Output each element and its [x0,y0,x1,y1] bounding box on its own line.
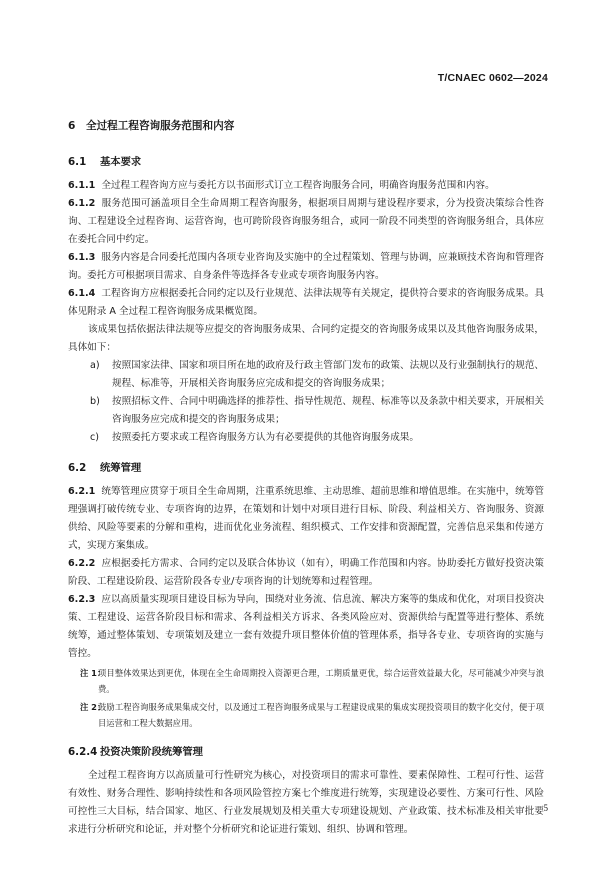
subsection-number: 6.2 [68,462,87,474]
clause-text: 应以高质量实现项目建设目标为导向，围绕对业务流、信息流、解决方案等的集成和优化，对项目投资决策、工程建设、运营各阶段目标和需求、各利益相关方诉求、各类风险应对、资源供给与配置等进行整体、系统统筹，通过整体策划、专项策划及建立一套有效提升项目整体价值的管理体系，指导各专业、专项咨询的实施与管控。 [68,594,544,659]
clause-text: 服务内容是合同委托范围内各项专业咨询及实施中的全过程策划、管理与协调，应兼顾技术咨询和管理咨询。委托方可根据项目需求、自身条件等选择各专业或专项咨询服务内容。 [68,252,544,281]
clause-number: 6.1.3 [68,252,96,263]
subsection-number: 6.2.4 [68,746,98,758]
page-content [68,118,544,839]
subsection-title: 统筹管理 [100,462,142,474]
section-heading [68,118,544,133]
clause-number: 6.1.2 [68,198,96,209]
list-marker: c) [90,432,100,443]
list-item [68,357,544,393]
list-item-text: 按照国家法律、国家和项目所在地的政府及行政主管部门发布的政策、法规以及行业强制执行的规范、规程、标准等，开展相关咨询服务应完成和提交的咨询服务成果； [112,360,544,389]
clause-text: 应根据委托方需求、合同约定以及联合体协议（如有），明确工作范围和内容。协助委托方做好投资决策阶段、工程建设阶段、运营阶段各专业/专项咨询的计划统筹和过程管理。 [68,558,544,587]
note-text: 鼓励工程咨询服务成果集成交付，以及通过工程咨询服务成果与工程建设成果的集成实现投资项目的数字化交付，便于项目运营和工程大数据应用。 [98,702,544,728]
list-item [68,429,544,447]
clause-number: 6.2.3 [68,594,96,605]
list-marker: b) [90,396,100,407]
document-code: T/CNAEC 0602—2024 [437,72,548,84]
clause-text: 服务范围可涵盖项目全生命周期工程咨询服务，根据项目周期与建设程序要求，分为投资决策综合性咨询、工程建设全过程咨询、运营咨询，也可跨阶段咨询服务组合，或同一阶段不同类型的咨询服务组合，具体应在委托合同中约定。 [68,198,544,245]
clause-6-1-3 [68,249,544,285]
clause-6-2-3 [68,591,544,663]
clause-6-1-1 [68,177,544,195]
page-number: 5 [543,803,548,813]
clause-6-1-2 [68,195,544,249]
subsection-heading-6-2 [68,459,544,474]
section-title: 全过程工程咨询服务范围和内容 [86,120,235,132]
section-number: 6 [68,120,76,132]
deliverables-list [68,357,544,447]
clause-text: 全过程工程咨询方应与委托方以书面形式订立工程咨询服务合同，明确咨询服务范围和内容。 [101,180,495,191]
clause-text: 统筹管理应贯穿于项目全生命周期，注重系统思维、主动思维、超前思维和增值思维。在实施中，统筹管理强调打破传统专业、专项咨询的边界，在策划和计划中对项目进行目标、阶段、利益相关方、咨询服务、资源供给、风险等要素的分解和重构，进而优化业务流程、组织模式、工作安排和资源配置，完善信息采集和传递方式，实现方案集成。 [68,486,544,551]
clause-6-2-1 [68,483,544,555]
list-item [68,393,544,429]
subsection-title: 基本要求 [100,156,142,168]
clause-6-1-4 [68,285,544,321]
subsection-heading-6-2-4 [68,743,544,758]
note-1 [68,665,544,697]
clause-number: 6.1.1 [68,180,96,191]
subsection-heading-6-1 [68,153,544,168]
note-label: 注 2： [80,702,106,712]
list-marker: a) [90,360,100,371]
subsection-number: 6.1 [68,156,87,168]
clause-6-2-2 [68,555,544,591]
list-item-text: 按照招标文件、合同中明确选择的推荐性、指导性规范、规程、标准等以及条款中相关要求，开展相关咨询服务应完成和提交的咨询服务成果； [112,396,544,425]
note-2 [68,699,544,731]
clause-6-2-4-text: 全过程工程咨询方以高质量可行性研究为核心，对投资项目的需求可靠性、要素保障性、工程可行性、运营有效性、财务合理性、影响持续性和各项风险管控方案七个维度进行统筹，实现建设必要性、方案可行性、风险可控性三大目标，结合国家、地区、行业发展规划及相关重大专项建设规划、产业政策、技术标准及相关审批要求进行分析研究和论证，并对整个分析研究和论证进行策划、组织、协调和管理。 [68,770,544,835]
clause-6-1-4-detail: 该成果包括依据法律法规等应提交的咨询服务成果、合同约定提交的咨询服务成果以及其他咨询服务成果，具体如下： [68,324,544,353]
note-label: 注 1： [80,668,106,678]
list-item-text: 按照委托方要求或工程咨询服务方认为有必要提供的其他咨询服务成果。 [112,432,419,443]
subsection-title: 投资决策阶段统筹管理 [100,746,203,758]
clause-number: 6.2.1 [68,486,96,497]
clause-text: 工程咨询方应根据委托合同约定以及行业规范、法律法规等有关规定，提供符合要求的咨询服务成果。具体见附录 A 全过程工程咨询服务成果概览图。 [68,288,544,317]
clause-number: 6.1.4 [68,288,96,299]
note-text: 项目整体效果达到更优，体现在全生命周期投入资源更合理，工期质量更优，综合运营效益最大化，尽可能减少冲突与浪费。 [98,668,544,694]
clause-number: 6.2.2 [68,558,96,569]
